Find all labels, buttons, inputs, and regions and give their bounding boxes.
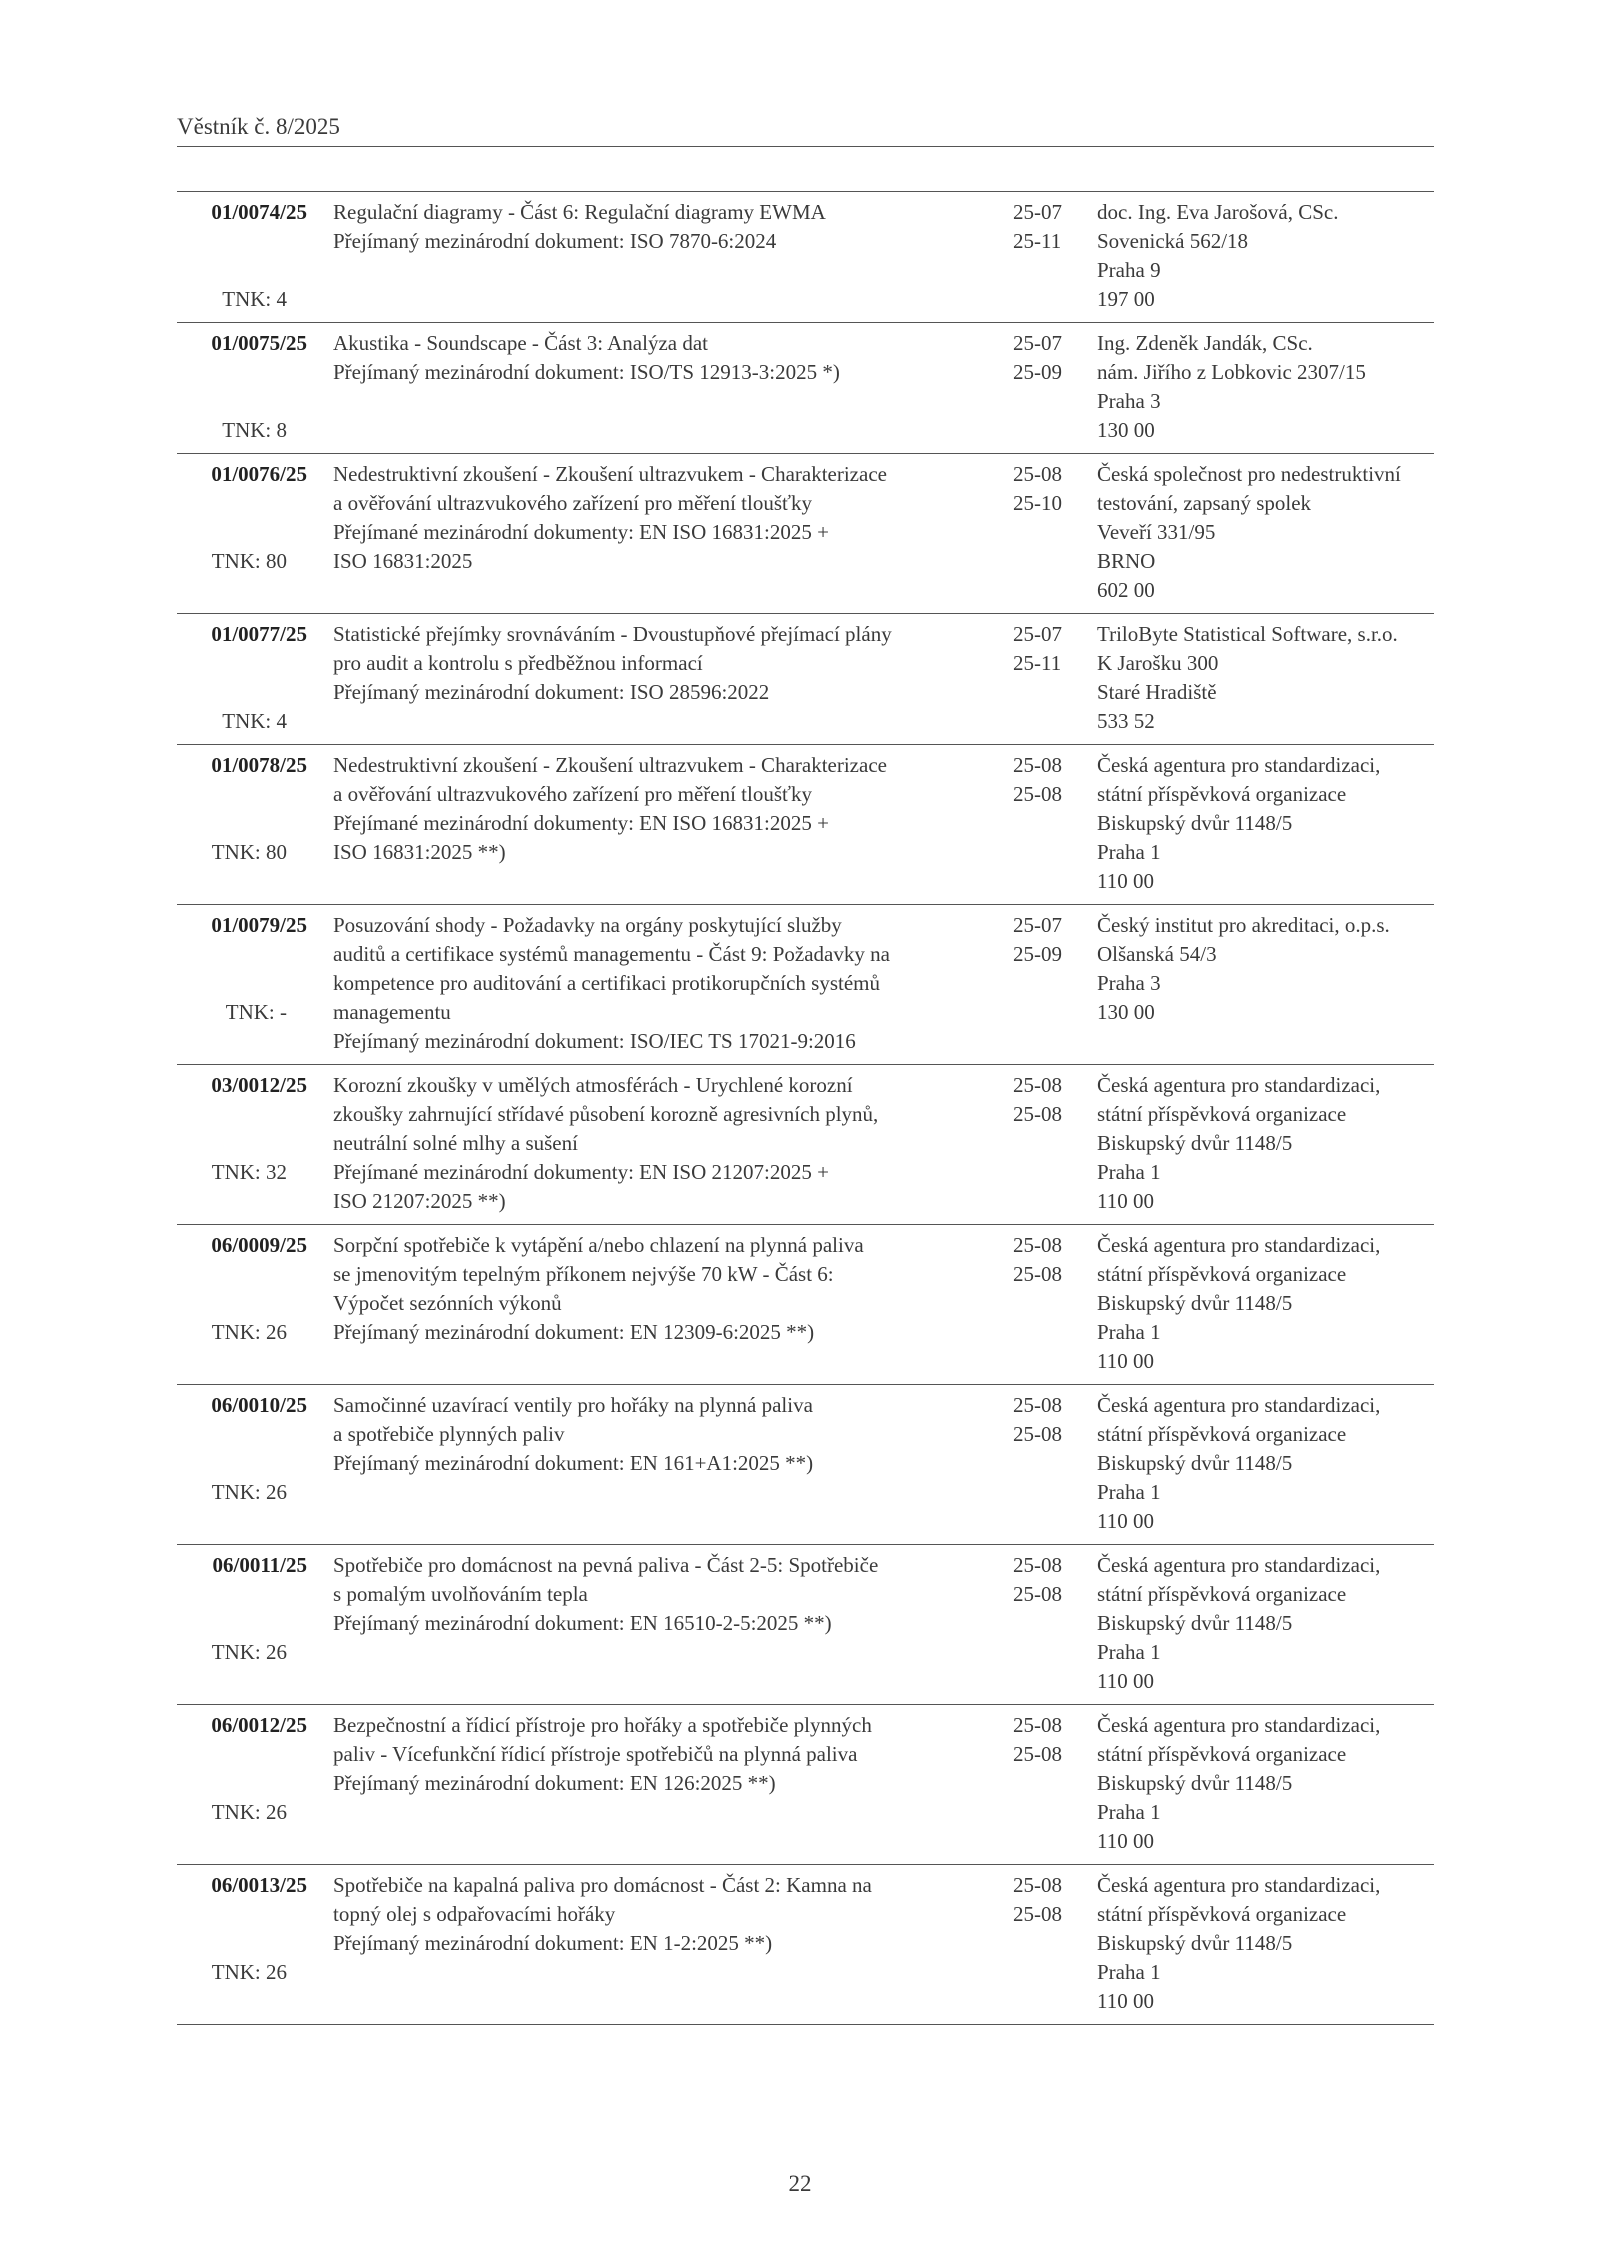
entry-date: 25-09 [1013, 360, 1062, 384]
entry-title-line: Přejímané mezinárodní dokumenty: EN ISO 21207:2025 + [333, 1160, 829, 1184]
entry-title-line: Přejímaný mezinárodní dokument: ISO/TS 12913-3:2025 *) [333, 360, 840, 384]
entry-tnk: TNK: 80 [211, 840, 287, 864]
entry-address-line: Praha 1 [1097, 1320, 1161, 1344]
entry-address-line: Praha 1 [1097, 1800, 1161, 1824]
entry-title-line: ISO 21207:2025 **) [333, 1189, 506, 1213]
entry-date: 25-07 [1013, 622, 1062, 646]
entry-tnk: TNK: 4 [222, 287, 287, 311]
entry-tnk: TNK: - [225, 1000, 287, 1024]
entry-address-line: státní příspěvková organizace [1097, 782, 1347, 806]
entry-address [1097, 1071, 1437, 1216]
entry-dates [1013, 1711, 1083, 1769]
entry-address-line: státní příspěvková organizace [1097, 1582, 1347, 1606]
entry-title-line: s pomalým uvolňováním tepla [333, 1582, 588, 1606]
entry-address-line: státní příspěvková organizace [1097, 1262, 1347, 1286]
entry-address-line: Česká agentura pro standardizaci, [1097, 1553, 1381, 1577]
entry-title-line: Regulační diagramy - Část 6: Regulační diagramy EWMA [333, 200, 826, 224]
entry-title-line: Přejímaný mezinárodní dokument: ISO 28596:2022 [333, 680, 770, 704]
entry-address [1097, 751, 1437, 896]
entry-address-line: Biskupský dvůr 1148/5 [1097, 1931, 1293, 1955]
entry-title-line: Nedestruktivní zkoušení - Zkoušení ultrazvukem - Charakterizace [333, 753, 887, 777]
entry-date: 25-08 [1013, 1422, 1062, 1446]
entry-title-line: Bezpečnostní a řídicí přístroje pro hořáky a spotřebiče plynných [333, 1713, 872, 1737]
entry-address-line: Staré Hradiště [1097, 680, 1217, 704]
entry-address-line: Český institut pro akreditaci, o.p.s. [1097, 913, 1390, 937]
entry-address-line: 110 00 [1097, 1509, 1154, 1533]
entry-title-line: a spotřebiče plynných paliv [333, 1422, 565, 1446]
table-row [177, 614, 1434, 745]
entry-title-line: pro audit a kontrolu s předběžnou informací [333, 651, 703, 675]
entry-title-line: a ověřování ultrazvukového zařízení pro měření tloušťky [333, 782, 812, 806]
entry-address-line: Česká agentura pro standardizaci, [1097, 1713, 1381, 1737]
entry-address-line: Praha 3 [1097, 389, 1161, 413]
entry-date: 25-11 [1013, 229, 1062, 253]
entry-address-line: Sovenická 562/18 [1097, 229, 1249, 253]
entry-tnk: TNK: 80 [211, 549, 287, 573]
entry-address-line: testování, zapsaný spolek [1097, 491, 1312, 515]
entry-address-line: Praha 1 [1097, 1160, 1161, 1184]
entry-dates [1013, 751, 1083, 809]
entry-date: 25-08 [1013, 1902, 1062, 1926]
entry-title-line: ISO 16831:2025 **) [333, 840, 506, 864]
table-row [177, 454, 1434, 614]
entry-address-line: 110 00 [1097, 1349, 1154, 1373]
entry-title-line: se jmenovitým tepelným příkonem nejvýše 70 kW - Část 6: [333, 1262, 834, 1286]
entry-address-line: 130 00 [1097, 418, 1155, 442]
entry-address-line: Biskupský dvůr 1148/5 [1097, 1451, 1293, 1475]
entry-title-line: Sorpční spotřebiče k vytápění a/nebo chlazení na plynná paliva [333, 1233, 864, 1257]
entry-title-line: a ověřování ultrazvukového zařízení pro měření tloušťky [333, 491, 812, 515]
entry-tnk: TNK: 4 [222, 709, 287, 733]
entry-address-line: Česká agentura pro standardizaci, [1097, 1873, 1381, 1897]
entry-title-line: auditů a certifikace systémů managementu - Část 9: Požadavky na [333, 942, 890, 966]
entry-number: 06/0013/25 [211, 1873, 307, 1897]
entry-address-line: 197 00 [1097, 287, 1155, 311]
entry-address-line: BRNO [1097, 549, 1156, 573]
entry-address-line: státní příspěvková organizace [1097, 1422, 1347, 1446]
entry-title-line: kompetence pro auditování a certifikaci protikorupčních systémů [333, 971, 880, 995]
entry-title-line: Přejímaný mezinárodní dokument: EN 126:2025 **) [333, 1771, 776, 1795]
entry-address-line: Praha 1 [1097, 840, 1161, 864]
entry-date: 25-07 [1013, 200, 1062, 224]
entry-date: 25-07 [1013, 913, 1062, 937]
entry-tnk: TNK: 26 [211, 1800, 287, 1824]
entry-address [1097, 1391, 1437, 1536]
table-row [177, 1065, 1434, 1225]
entry-address-line: nám. Jiřího z Lobkovic 2307/15 [1097, 360, 1366, 384]
entry-dates [1013, 1071, 1083, 1129]
entry-title-line: Akustika - Soundscape - Část 3: Analýza dat [333, 331, 709, 355]
entry-number: 06/0011/25 [212, 1553, 307, 1577]
entry-date: 25-08 [1013, 1262, 1062, 1286]
entry-title-line: paliv - Vícefunkční řídicí přístroje spotřebičů na plynná paliva [333, 1742, 858, 1766]
entry-address-line: Česká agentura pro standardizaci, [1097, 1393, 1381, 1417]
entry-address [1097, 911, 1437, 1027]
entry-address-line: Praha 1 [1097, 1480, 1161, 1504]
entry-address [1097, 1711, 1437, 1856]
entry-title-line: Samočinné uzavírací ventily pro hořáky na plynná paliva [333, 1393, 813, 1417]
entry-date: 25-08 [1013, 1873, 1062, 1897]
entry-address [1097, 198, 1437, 314]
entry-number: 01/0076/25 [211, 462, 307, 486]
entry-address-line: Česká agentura pro standardizaci, [1097, 1073, 1381, 1097]
entry-title-line: Spotřebiče na kapalná paliva pro domácnost - Část 2: Kamna na [333, 1873, 872, 1897]
entry-number: 06/0009/25 [211, 1233, 307, 1257]
entry-number: 01/0079/25 [211, 913, 307, 937]
entry-title-line: Spotřebiče pro domácnost na pevná paliva - Část 2-5: Spotřebiče [333, 1553, 879, 1577]
entry-title-line: Přejímaný mezinárodní dokument: EN 12309-6:2025 **) [333, 1320, 815, 1344]
entry-number: 03/0012/25 [211, 1073, 307, 1097]
entry-dates [1013, 329, 1083, 387]
entry-address-line: Biskupský dvůr 1148/5 [1097, 811, 1293, 835]
entry-title-line: Přejímané mezinárodní dokumenty: EN ISO 16831:2025 + [333, 520, 829, 544]
entry-date: 25-11 [1013, 651, 1062, 675]
entry-address-line: Česká agentura pro standardizaci, [1097, 1233, 1381, 1257]
entry-tnk: TNK: 32 [211, 1160, 287, 1184]
entry-dates [1013, 198, 1083, 256]
entry-address-line: Biskupský dvůr 1148/5 [1097, 1611, 1293, 1635]
table-row [177, 1865, 1434, 2025]
entry-address-line: K Jarošku 300 [1097, 651, 1219, 675]
standards-table [177, 191, 1434, 2025]
entry-address-line: 110 00 [1097, 869, 1154, 893]
entry-address [1097, 620, 1437, 736]
header-divider [177, 146, 1434, 147]
entry-number: 01/0074/25 [211, 200, 307, 224]
entry-number: 01/0075/25 [211, 331, 307, 355]
entry-date: 25-08 [1013, 1713, 1062, 1737]
entry-address [1097, 329, 1437, 445]
entry-address-line: 110 00 [1097, 1989, 1154, 2013]
entry-title-line: topný olej s odpařovacími hořáky [333, 1902, 616, 1926]
entry-address-line: doc. Ing. Eva Jarošová, CSc. [1097, 200, 1339, 224]
entry-address-line: státní příspěvková organizace [1097, 1102, 1347, 1126]
entry-address-line: Praha 3 [1097, 971, 1161, 995]
entry-title-line: zkoušky zahrnující střídavé působení korozně agresivních plynů, [333, 1102, 879, 1126]
entry-title-line: Přejímaný mezinárodní dokument: ISO 7870-6:2024 [333, 229, 777, 253]
entry-dates [1013, 1231, 1083, 1289]
entry-date: 25-08 [1013, 462, 1062, 486]
table-row [177, 745, 1434, 905]
entry-number: 01/0077/25 [211, 622, 307, 646]
entry-dates [1013, 1551, 1083, 1609]
entry-number: 06/0012/25 [211, 1713, 307, 1737]
entry-dates [1013, 1871, 1083, 1929]
entry-title-line: Přejímaný mezinárodní dokument: ISO/IEC TS 17021-9:2016 [333, 1029, 856, 1053]
entry-date: 25-08 [1013, 1073, 1062, 1097]
entry-title-line: Přejímaný mezinárodní dokument: EN 16510-2-5:2025 **) [333, 1611, 832, 1635]
entry-date: 25-08 [1013, 782, 1062, 806]
entry-date: 25-09 [1013, 942, 1062, 966]
entry-tnk: TNK: 26 [211, 1320, 287, 1344]
table-row [177, 905, 1434, 1065]
entry-number: 01/0078/25 [211, 753, 307, 777]
page-header-title: Věstník č. 8/2025 [177, 114, 340, 139]
table-row [177, 1705, 1434, 1865]
entry-tnk: TNK: 26 [211, 1960, 287, 1984]
entry-address-line: Biskupský dvůr 1148/5 [1097, 1771, 1293, 1795]
entry-tnk: TNK: 26 [211, 1480, 287, 1504]
entry-title-line: neutrální solné mlhy a sušení [333, 1131, 578, 1155]
entry-title-line: managementu [333, 1000, 451, 1024]
entry-title-line: Nedestruktivní zkoušení - Zkoušení ultrazvukem - Charakterizace [333, 462, 887, 486]
entry-date: 25-08 [1013, 1582, 1062, 1606]
entry-address-line: Olšanská 54/3 [1097, 942, 1217, 966]
entry-address-line: státní příspěvková organizace [1097, 1742, 1347, 1766]
entry-address-line: Česká agentura pro standardizaci, [1097, 753, 1381, 777]
entry-tnk: TNK: 26 [211, 1640, 287, 1664]
table-row [177, 1385, 1434, 1545]
entry-title-line: Korozní zkoušky v umělých atmosférách - Urychlené korozní [333, 1073, 853, 1097]
page-number: 22 [788, 2171, 812, 2196]
entry-date: 25-08 [1013, 1742, 1062, 1766]
entry-address [1097, 1871, 1437, 2016]
entry-address-line: 533 52 [1097, 709, 1155, 733]
entry-title-line: Statistické přejímky srovnáváním - Dvoustupňové přejímací plány [333, 622, 892, 646]
entry-date: 25-08 [1013, 753, 1062, 777]
entry-dates [1013, 620, 1083, 678]
entry-address [1097, 1551, 1437, 1696]
entry-number: 06/0010/25 [211, 1393, 307, 1417]
entry-title-line: Výpočet sezónních výkonů [333, 1291, 562, 1315]
table-row [177, 323, 1434, 454]
entry-address-line: 602 00 [1097, 578, 1155, 602]
entry-address-line: Biskupský dvůr 1148/5 [1097, 1131, 1293, 1155]
entry-title-line: Přejímané mezinárodní dokumenty: EN ISO 16831:2025 + [333, 811, 829, 835]
entry-address-line: 110 00 [1097, 1669, 1154, 1693]
entry-address [1097, 460, 1437, 605]
entry-date: 25-08 [1013, 1553, 1062, 1577]
entry-address-line: Veveří 331/95 [1097, 520, 1216, 544]
entry-address-line: 130 00 [1097, 1000, 1155, 1024]
entry-address-line: Praha 9 [1097, 258, 1161, 282]
table-row [177, 192, 1434, 323]
entry-address-line: Praha 1 [1097, 1640, 1161, 1664]
entry-address-line: 110 00 [1097, 1189, 1154, 1213]
entry-tnk: TNK: 8 [222, 418, 287, 442]
entry-title-line: ISO 16831:2025 [333, 549, 473, 573]
entry-address-line: státní příspěvková organizace [1097, 1902, 1347, 1926]
entry-address-line: Biskupský dvůr 1148/5 [1097, 1291, 1293, 1315]
entry-date: 25-08 [1013, 1233, 1062, 1257]
entry-title-line: Posuzování shody - Požadavky na orgány poskytující služby [333, 913, 842, 937]
entry-dates [1013, 460, 1083, 518]
table-row [177, 1545, 1434, 1705]
entry-address-line: Praha 1 [1097, 1960, 1161, 1984]
table-row [177, 1225, 1434, 1385]
entry-dates [1013, 1391, 1083, 1449]
entry-date: 25-08 [1013, 1393, 1062, 1417]
entry-title-line: Přejímaný mezinárodní dokument: EN 1-2:2025 **) [333, 1931, 773, 1955]
entry-address-line: Ing. Zdeněk Jandák, CSc. [1097, 331, 1313, 355]
entry-address-line: TriloByte Statistical Software, s.r.o. [1097, 622, 1398, 646]
entry-dates [1013, 911, 1083, 969]
entry-address-line: Česká společnost pro nedestruktivní [1097, 462, 1401, 486]
entry-date: 25-07 [1013, 331, 1062, 355]
entry-date: 25-10 [1013, 491, 1062, 515]
entry-address [1097, 1231, 1437, 1376]
entry-title-line: Přejímaný mezinárodní dokument: EN 161+A1:2025 **) [333, 1451, 814, 1475]
entry-address-line: 110 00 [1097, 1829, 1154, 1853]
entry-date: 25-08 [1013, 1102, 1062, 1126]
